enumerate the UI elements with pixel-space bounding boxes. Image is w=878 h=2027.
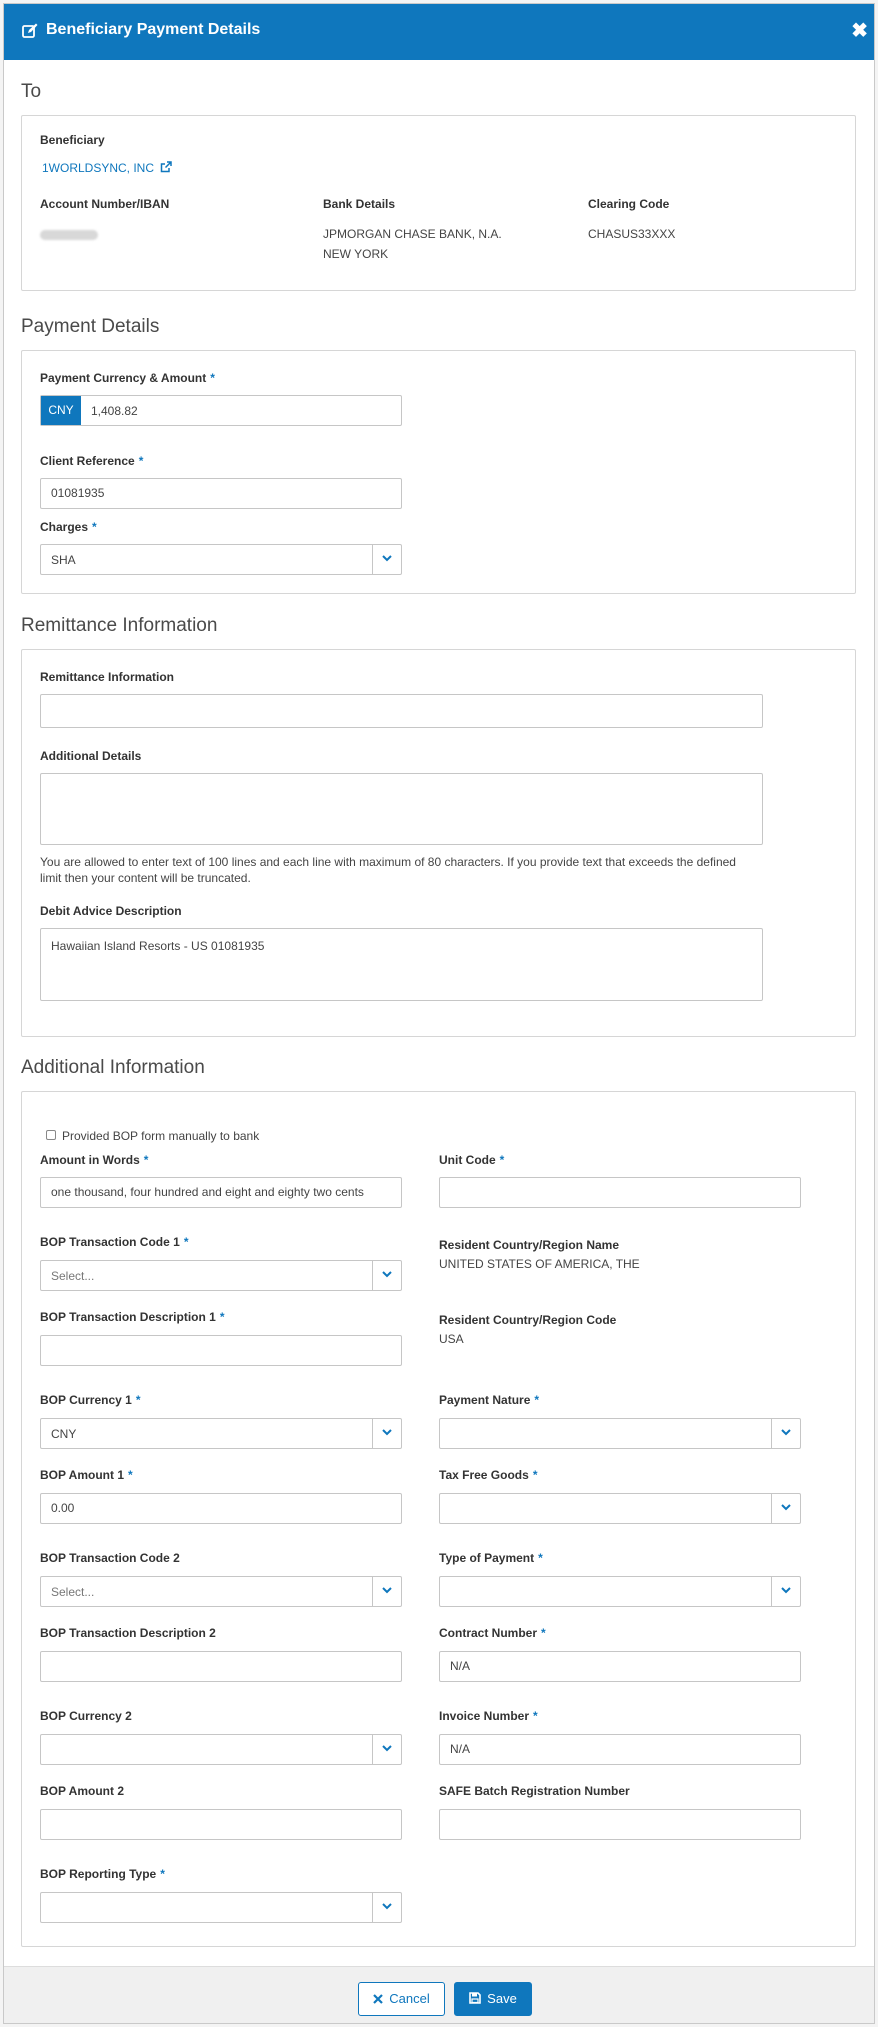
chevron-down-icon[interactable] — [771, 1419, 800, 1448]
debit-advice-textarea[interactable]: Hawaiian Island Resorts - US 01081935 — [40, 928, 763, 1001]
bank-details-label: Bank Details — [323, 197, 396, 211]
chevron-down-icon[interactable] — [372, 1419, 401, 1448]
character-limit-note: You are allowed to enter text of 100 lines and each line with maximum of 80 characters. If you provide text that exceeds the defined limit then your content will be truncated. — [40, 855, 736, 885]
tax-free-goods-label: Tax Free Goods * — [439, 1468, 538, 1482]
chevron-down-icon[interactable] — [372, 1893, 401, 1922]
clearing-code-label: Clearing Code — [588, 197, 670, 211]
dialog-title: Beneficiary Payment Details — [46, 21, 261, 38]
masked-account-number — [40, 230, 98, 240]
charges-label: Charges * — [40, 520, 97, 534]
additional-details-textarea[interactable] — [40, 773, 763, 845]
chevron-down-icon[interactable] — [372, 1577, 401, 1606]
external-link-icon — [160, 161, 172, 173]
cancel-label: Cancel — [389, 1991, 430, 2006]
bop-tx-desc1-label: BOP Transaction Description 1 * — [40, 1310, 225, 1324]
contract-number-label: Contract Number * — [439, 1626, 546, 1640]
chevron-down-icon[interactable] — [372, 1261, 401, 1290]
bop-tx-code2-label: BOP Transaction Code 2 — [40, 1551, 180, 1565]
additional-panel — [21, 1091, 856, 1947]
resident-country-name-value: UNITED STATES OF AMERICA, THE — [439, 1257, 640, 1271]
bop-amount1-input[interactable]: 0.00 — [40, 1493, 402, 1524]
additional-details-label: Additional Details — [40, 749, 142, 763]
currency-addon: CNY — [41, 396, 81, 425]
account-number-label: Account Number/IBAN — [40, 197, 170, 211]
remittance-info-label: Remittance Information — [40, 670, 175, 684]
times-icon — [373, 1994, 383, 2004]
bank-city: NEW YORK — [323, 247, 389, 261]
bop-reporting-type-select[interactable] — [40, 1892, 402, 1923]
payment-panel — [21, 350, 856, 594]
bop-amount1-label: BOP Amount 1 * — [40, 1468, 133, 1482]
amount-words-input[interactable]: one thousand, four hundred and eight and eighty two cents — [40, 1177, 402, 1208]
unit-code-input[interactable] — [439, 1177, 801, 1208]
payment-nature-select[interactable] — [439, 1418, 801, 1449]
save-label: Save — [487, 1991, 517, 2006]
beneficiary-link[interactable] — [42, 161, 172, 175]
clearing-code-value: CHASUS33XXX — [588, 227, 676, 241]
section-to-title: To — [21, 81, 42, 102]
resident-country-code-label: Resident Country/Region Code — [439, 1313, 617, 1327]
client-reference-label: Client Reference * — [40, 454, 144, 468]
remittance-info-input[interactable] — [40, 694, 763, 728]
unit-code-label: Unit Code * — [439, 1153, 505, 1167]
floppy-disk-icon — [469, 1992, 481, 2004]
client-reference-input[interactable]: 01081935 — [40, 478, 402, 509]
chevron-down-icon[interactable] — [372, 1735, 401, 1764]
bank-name: JPMORGAN CHASE BANK, N.A. — [323, 227, 502, 241]
beneficiary-name: 1WORLDSYNC, INC — [42, 161, 155, 175]
bop-tx-code1-placeholder: Select... — [51, 1269, 95, 1283]
bop-tx-code1-label: BOP Transaction Code 1 * — [40, 1235, 189, 1249]
payment-amount-label: Payment Currency & Amount * — [40, 371, 215, 385]
beneficiary-label: Beneficiary — [40, 133, 105, 147]
bop-tx-desc1-input[interactable] — [40, 1335, 402, 1366]
save-button[interactable] — [454, 1982, 532, 2016]
safe-batch-label: SAFE Batch Registration Number — [439, 1784, 630, 1798]
amount-words-label: Amount in Words * — [40, 1153, 149, 1167]
contract-number-input[interactable]: N/A — [439, 1651, 801, 1682]
bop-tx-code2-select[interactable] — [40, 1576, 402, 1607]
safe-batch-input[interactable] — [439, 1809, 801, 1840]
type-of-payment-label: Type of Payment * — [439, 1551, 543, 1565]
bop-manual-label: Provided BOP form manually to bank — [62, 1129, 260, 1143]
chevron-down-icon[interactable] — [771, 1577, 800, 1606]
beneficiary-payment-dialog — [3, 3, 875, 2024]
close-icon[interactable]: ✖ — [851, 20, 868, 42]
bop-amount2-label: BOP Amount 2 — [40, 1784, 125, 1798]
tax-free-goods-select[interactable] — [439, 1493, 801, 1524]
bop-currency1-select[interactable] — [40, 1418, 402, 1449]
dialog-header — [4, 4, 874, 60]
payment-amount-group — [40, 395, 402, 426]
bop-currency2-select[interactable] — [40, 1734, 402, 1765]
payment-nature-label: Payment Nature * — [439, 1393, 540, 1407]
bop-reporting-type-label: BOP Reporting Type * — [40, 1867, 165, 1881]
type-of-payment-select[interactable] — [439, 1576, 801, 1607]
chevron-down-icon[interactable] — [771, 1494, 800, 1523]
debit-advice-label: Debit Advice Description — [40, 904, 182, 918]
payment-amount-input[interactable]: 1,408.82 — [91, 404, 138, 418]
invoice-number-input[interactable]: N/A — [439, 1734, 801, 1765]
bop-tx-desc2-label: BOP Transaction Description 2 — [40, 1626, 216, 1640]
charges-select[interactable] — [40, 544, 402, 575]
bop-currency1-value: CNY — [51, 1427, 77, 1441]
dialog-footer — [4, 1966, 874, 2023]
section-remittance-title: Remittance Information — [21, 615, 218, 636]
to-panel — [21, 115, 856, 291]
charges-value: SHA — [51, 553, 76, 567]
section-additional-title: Additional Information — [21, 1057, 205, 1078]
resident-country-name-label: Resident Country/Region Name — [439, 1238, 620, 1252]
invoice-number-label: Invoice Number * — [439, 1709, 538, 1723]
section-payment-title: Payment Details — [21, 316, 160, 337]
resident-country-code-value: USA — [439, 1332, 464, 1346]
bop-manual-checkbox[interactable] — [46, 1130, 56, 1140]
chevron-down-icon[interactable] — [372, 545, 401, 574]
bop-tx-code2-placeholder: Select... — [51, 1585, 95, 1599]
bop-tx-desc2-input[interactable] — [40, 1651, 402, 1682]
edit-icon — [22, 23, 38, 39]
bop-amount2-input[interactable] — [40, 1809, 402, 1840]
remittance-panel — [21, 649, 856, 1037]
bop-tx-code1-select[interactable] — [40, 1260, 402, 1291]
cancel-button[interactable] — [358, 1982, 445, 2016]
bop-currency2-label: BOP Currency 2 — [40, 1709, 132, 1723]
bop-currency1-label: BOP Currency 1 * — [40, 1393, 141, 1407]
